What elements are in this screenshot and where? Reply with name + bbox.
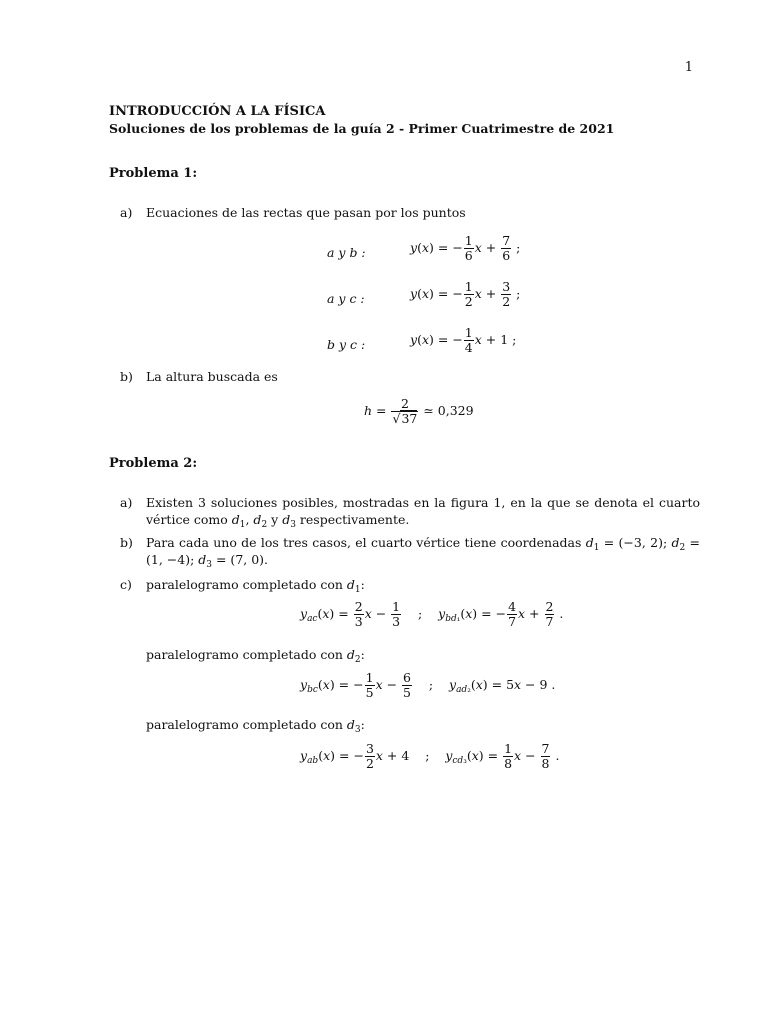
problema-2-item-c: c) paralelogramo completado con $d_1$: <box>120 577 365 595</box>
item-text: Ecuaciones de las rectas que pasan por los puntos <box>146 205 466 220</box>
item-label: b) <box>120 369 133 384</box>
item-text: paralelogramo completado con <box>146 577 343 592</box>
item-text: Existen 3 soluciones posibles, mostradas en la figura 1, en la que se denota el cuarto vértice como <box>146 495 700 527</box>
item-text-2: respectivamente. <box>299 512 410 527</box>
d2-equations: $y_{bc}(x)$ = − $\frac{1}{5}$ x − $\frac{6}{5}$ ; $y_{ad_2}(x) = 5x - 9$ . <box>300 670 556 700</box>
eq2-formula: y(x) = − $\frac{1}{2}$ x + $\frac{3}{2}$ ; <box>410 279 521 309</box>
item-text: La altura buscada es <box>146 369 278 384</box>
problema-1-heading: Problema 1: <box>109 166 198 181</box>
problema-2-item-a: a) Existen 3 soluciones posibles, mostradas en la figura 1, en la que se denota el cuarto vértice como $d_1$, $d_2$ y $d_3$ respectivamente. <box>120 495 700 530</box>
item-label: a) <box>120 495 133 510</box>
d1-equations: $y_{ac}(x)$ = $\frac{2}{3}$ x − $\frac{1}{3}$ ; $y_{bd_1}(x)$ = − $\frac{4}{7}$ x + $\frac{2}{7}$ . <box>300 599 564 629</box>
item-text: Para cada uno de los tres casos, el cuarto vértice tiene coordenadas <box>146 535 582 550</box>
problema-2-heading: Problema 2: <box>109 456 198 471</box>
height-value: ≃ 0,329 <box>423 403 474 418</box>
eq2-points: a y c : <box>327 291 365 306</box>
problema-1-item-b <box>120 368 700 385</box>
eq3-points: b y c : <box>327 337 366 352</box>
item-text: paralelogramo completado con <box>146 647 343 662</box>
page-number: 1 <box>684 60 693 75</box>
item-text: paralelogramo completado con <box>146 717 343 732</box>
item-label: c) <box>120 577 132 592</box>
problema-1-item-a <box>120 204 700 221</box>
problema-2-item-b: b) Para cada uno de los tres casos, el cuarto vértice tiene coordenadas $d_1 = (-3$, 2); $d_2 = (1$, −4); $d_3 = (7$, 0). <box>120 535 701 570</box>
item-label: b) <box>120 535 133 550</box>
document-subtitle: Soluciones de los problemas de la guía 2 - Primer Cuatrimestre de 2021 <box>109 121 615 136</box>
height-formula: h = $\frac{2}{√37}$ ≃ 0,329 <box>364 396 474 426</box>
eq1-points: a y b : <box>327 245 366 260</box>
d3-equations: $y_{ab}(x)$ = − $\frac{3}{2}$ x + 4 ; $y_{cd_3}(x)$ = $\frac{1}{8}$ x − $\frac{7}{8}$ . <box>300 741 560 771</box>
d2-label: paralelogramo completado con $d_2$: <box>146 647 365 665</box>
eq1-formula: y(x) = − $\frac{1}{6}$ x + $\frac{7}{6}$ ; <box>410 233 521 263</box>
d3-label: paralelogramo completado con $d_3$: <box>146 717 365 735</box>
document-title: INTRODUCCIÓN A LA FÍSICA <box>109 104 326 119</box>
item-label: a) <box>120 205 133 220</box>
eq3-formula: y(x) = − $\frac{1}{4}$ x + 1 ; <box>410 325 517 355</box>
